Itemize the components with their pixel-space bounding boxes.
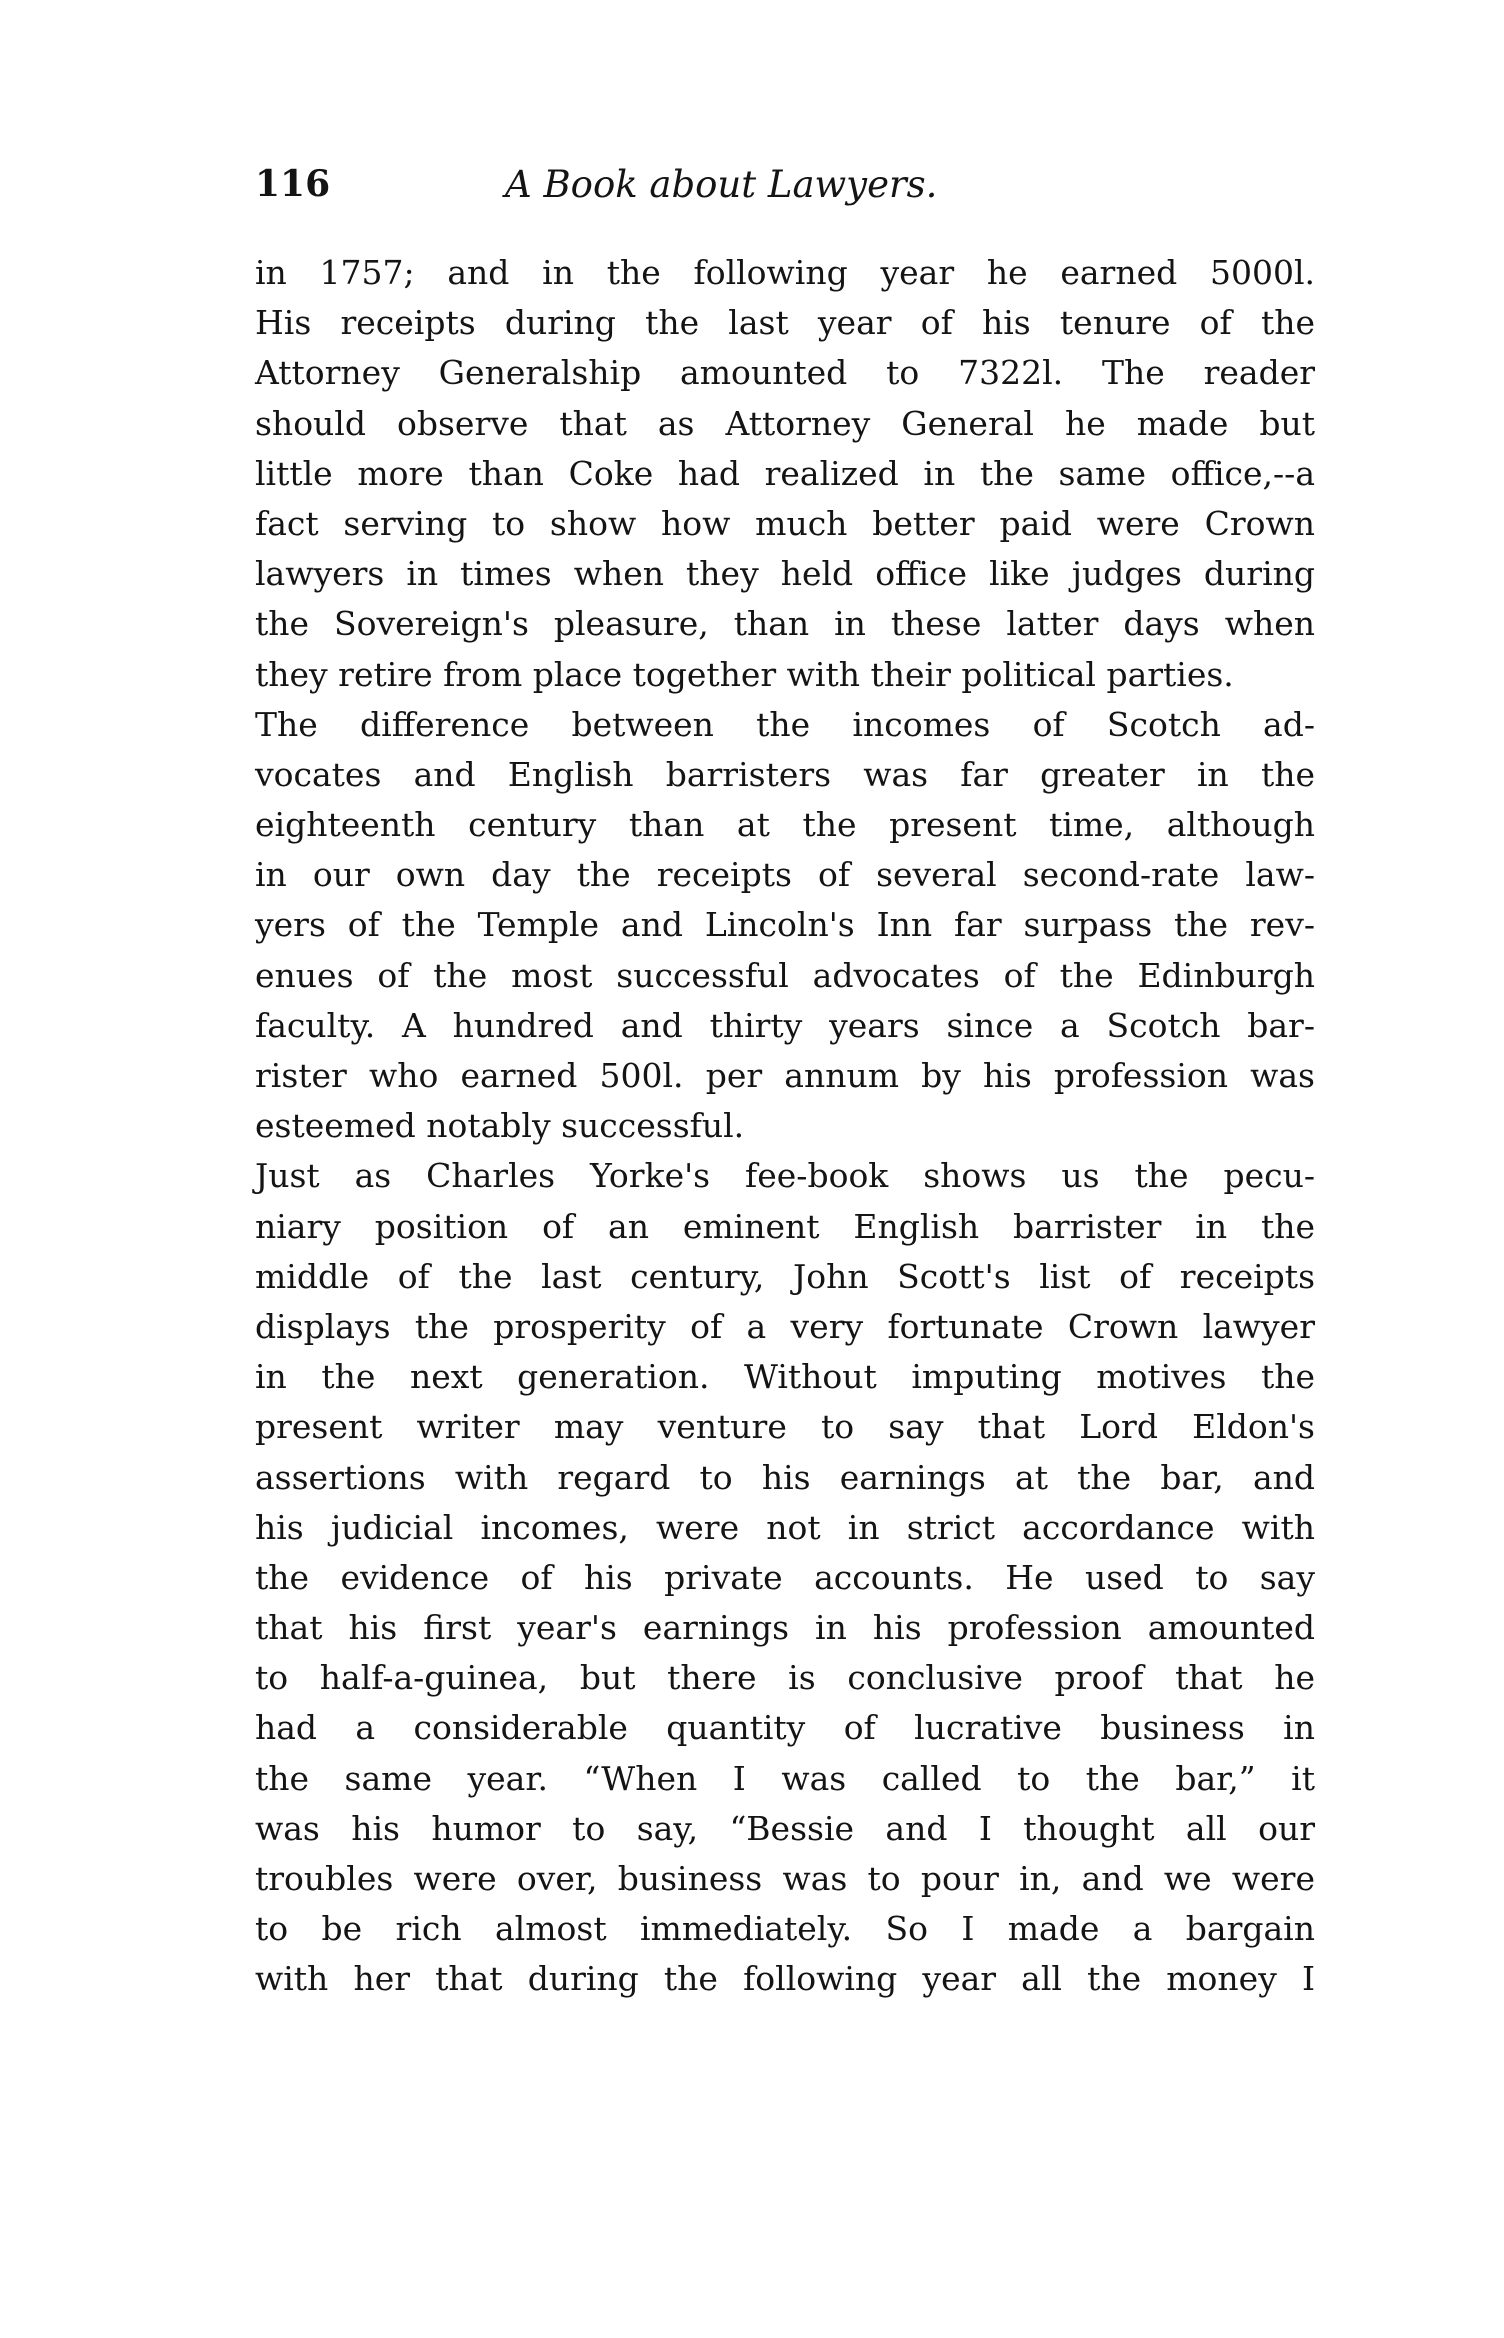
text-line: displays the prosperity of a very fortunate Crown lawyer bbox=[255, 1306, 1315, 1346]
text-line: the same year. “When I was called to the bar,” it bbox=[255, 1758, 1315, 1798]
text-line: His receipts during the last year of his tenure of the bbox=[255, 303, 1315, 343]
text-line: in 1757; and in the following year he earned 5000l. bbox=[255, 253, 1315, 292]
running-title: A Book about Lawyers. bbox=[505, 163, 938, 206]
body-text bbox=[255, 248, 1315, 2005]
text-line: present writer may venture to say that Lord Eldon's bbox=[255, 1407, 1315, 1447]
page-header bbox=[255, 163, 1315, 213]
text-line: middle of the last century, John Scott's list of receipts bbox=[255, 1256, 1315, 1296]
text-line: niary position of an eminent English barrister in the bbox=[255, 1206, 1315, 1246]
text-line: little more than Coke had realized in the same office,--a bbox=[255, 453, 1315, 493]
text-line: troubles were over, business was to pour in, and we were bbox=[255, 1859, 1315, 1898]
text-line: that his first year's earnings in his profession amounted bbox=[255, 1608, 1315, 1648]
text-line: the Sovereign's pleasure, than in these latter days when bbox=[255, 604, 1315, 644]
text-line: to half-a-guinea, but there is conclusive proof that he bbox=[255, 1658, 1315, 1698]
text-line: had a considerable quantity of lucrative business in bbox=[255, 1708, 1315, 1748]
text-line: with her that during the following year all the money I bbox=[255, 1959, 1315, 1999]
text-line: should observe that as Attorney General he made but bbox=[255, 403, 1315, 443]
text-line: they retire from place together with their political parties. bbox=[255, 654, 1234, 694]
text-line: Attorney Generalship amounted to 7322l. The reader bbox=[255, 353, 1315, 393]
text-line: to be rich almost immediately. So I made a bargain bbox=[255, 1909, 1315, 1949]
text-line: his judicial incomes, were not in strict accordance with bbox=[255, 1507, 1315, 1547]
text-line: faculty. A hundred and thirty years since a Scotch bar- bbox=[255, 1005, 1315, 1045]
text-line: eighteenth century than at the present time, although bbox=[255, 805, 1315, 845]
text-line: enues of the most successful advocates of the Edinburgh bbox=[255, 955, 1315, 995]
text-line: esteemed notably successful. bbox=[255, 1106, 745, 1146]
page-number: 116 bbox=[255, 163, 331, 205]
text-line: rister who earned 500l. per annum by his profession was bbox=[255, 1056, 1315, 1095]
text-line: yers of the Temple and Lincoln's Inn far surpass the rev- bbox=[255, 905, 1315, 945]
text-line: Just as Charles Yorke's fee-book shows us the pecu- bbox=[255, 1156, 1315, 1196]
text-line: in our own day the receipts of several second-rate law- bbox=[255, 855, 1315, 895]
text-line: in the next generation. Without imputing motives the bbox=[255, 1357, 1315, 1397]
text-line: lawyers in times when they held office like judges during bbox=[255, 554, 1315, 594]
text-line: was his humor to say, “Bessie and I thought all our bbox=[255, 1808, 1315, 1848]
text-line: fact serving to show how much better paid were Crown bbox=[255, 503, 1315, 543]
text-line: assertions with regard to his earnings at the bar, and bbox=[255, 1457, 1315, 1497]
text-line: The difference between the incomes of Scotch ad- bbox=[255, 704, 1315, 744]
text-line: vocates and English barristers was far greater in the bbox=[255, 754, 1315, 794]
text-line: the evidence of his private accounts. He used to say bbox=[255, 1557, 1315, 1597]
